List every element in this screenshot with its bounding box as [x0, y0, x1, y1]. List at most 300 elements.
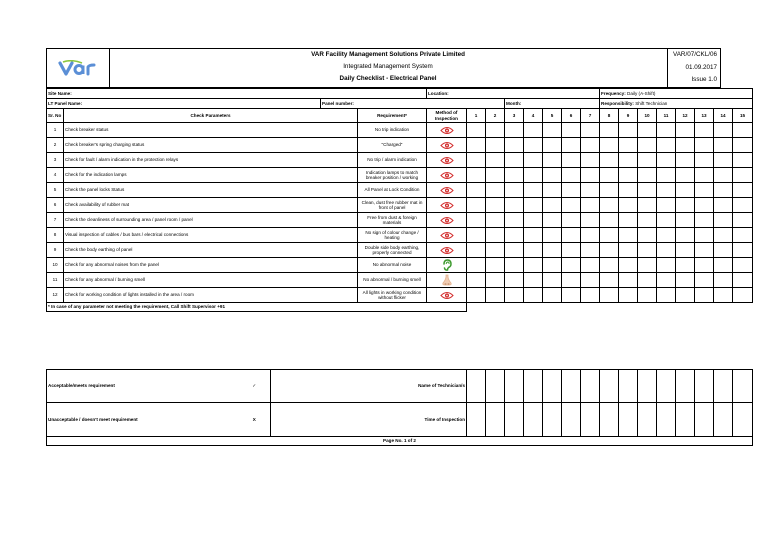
day-check-cell[interactable]	[695, 123, 714, 138]
day-check-cell[interactable]	[714, 228, 733, 243]
day-check-cell[interactable]	[638, 138, 657, 153]
time-entry-cell[interactable]	[733, 403, 753, 437]
day-check-cell[interactable]	[657, 258, 676, 273]
day-check-cell[interactable]	[714, 183, 733, 198]
day-check-cell[interactable]	[600, 138, 619, 153]
day-check-cell[interactable]	[676, 258, 695, 273]
location-label: Location:	[428, 90, 449, 96]
row-number: 10	[47, 258, 64, 273]
eye-icon	[427, 288, 467, 303]
day-check-cell[interactable]	[467, 183, 486, 198]
day-check-cell[interactable]	[695, 258, 714, 273]
day-check-cell[interactable]	[619, 123, 638, 138]
day-header: 3	[505, 109, 524, 123]
checklist-row	[47, 198, 753, 213]
day-check-cell[interactable]	[657, 123, 676, 138]
footer-row	[47, 437, 753, 446]
checklist-rows	[47, 123, 753, 303]
day-check-cell[interactable]	[486, 123, 505, 138]
sr-no-header: Sr. No	[47, 109, 64, 123]
technician-entry-cell[interactable]	[619, 370, 638, 403]
day-check-cell[interactable]	[695, 288, 714, 303]
logo-cell	[47, 49, 110, 87]
day-check-cell[interactable]	[714, 198, 733, 213]
day-check-cell[interactable]	[733, 288, 753, 303]
day-check-cell[interactable]	[619, 243, 638, 258]
day-check-cell[interactable]	[505, 138, 524, 153]
day-check-cell[interactable]	[524, 228, 543, 243]
day-check-cell[interactable]	[543, 288, 562, 303]
lt-panel-label: LT Panel Name:	[48, 100, 83, 106]
day-header: 8	[600, 109, 619, 123]
day-check-cell[interactable]	[543, 273, 562, 288]
row-number: 2	[47, 138, 64, 153]
responsibility-field	[600, 99, 753, 109]
day-check-cell[interactable]	[581, 213, 600, 228]
technician-label: Name of Technician/s	[271, 370, 467, 403]
day-check-cell[interactable]	[600, 258, 619, 273]
month-field[interactable]	[505, 99, 600, 109]
day-check-cell[interactable]	[562, 228, 581, 243]
day-check-cell[interactable]	[524, 273, 543, 288]
day-check-cell[interactable]	[733, 273, 753, 288]
checklist-row	[47, 123, 753, 138]
day-check-cell[interactable]	[733, 138, 753, 153]
day-check-cell[interactable]	[676, 288, 695, 303]
day-check-cell[interactable]	[600, 273, 619, 288]
day-check-cell[interactable]	[676, 123, 695, 138]
day-check-cell[interactable]	[467, 258, 486, 273]
day-check-cell[interactable]	[638, 183, 657, 198]
day-check-cell[interactable]	[581, 138, 600, 153]
day-check-cell[interactable]	[524, 198, 543, 213]
day-check-cell[interactable]	[543, 258, 562, 273]
time-entry-cell[interactable]	[657, 403, 676, 437]
day-check-cell[interactable]	[467, 273, 486, 288]
day-check-cell[interactable]	[695, 213, 714, 228]
day-check-cell[interactable]	[467, 123, 486, 138]
day-check-cell[interactable]	[486, 213, 505, 228]
day-check-cell[interactable]	[486, 228, 505, 243]
eye-icon	[427, 153, 467, 168]
day-check-cell[interactable]	[695, 183, 714, 198]
day-check-cell[interactable]	[657, 153, 676, 168]
day-check-cell[interactable]	[714, 213, 733, 228]
day-check-cell[interactable]	[581, 228, 600, 243]
responsibility-label: Responsibility:	[601, 100, 634, 106]
day-check-cell[interactable]	[600, 183, 619, 198]
site-name-label: Site Name:	[48, 90, 72, 96]
row-number: 12	[47, 288, 64, 303]
day-header: 9	[619, 109, 638, 123]
unacceptable-label: Unacceptable / doesn't meet requirement	[47, 403, 239, 437]
day-check-cell[interactable]	[486, 258, 505, 273]
system-name: Integrated Management System	[343, 63, 433, 71]
day-check-cell[interactable]	[733, 168, 753, 183]
day-check-cell[interactable]	[505, 153, 524, 168]
row-number: 9	[47, 243, 64, 258]
day-check-cell[interactable]	[638, 258, 657, 273]
document-header	[46, 48, 721, 88]
time-entry-cell[interactable]	[524, 403, 543, 437]
day-check-cell[interactable]	[676, 228, 695, 243]
day-check-cell[interactable]	[486, 243, 505, 258]
day-check-cell[interactable]	[467, 198, 486, 213]
day-check-cell[interactable]	[600, 168, 619, 183]
technician-entry-cell[interactable]	[657, 370, 676, 403]
requirement: No abnormal noise	[358, 258, 427, 273]
day-check-cell[interactable]	[619, 138, 638, 153]
row-number: 3	[47, 153, 64, 168]
requirement: Clean, dust free rubber mat in front of panel	[358, 198, 427, 213]
day-check-cell[interactable]	[467, 243, 486, 258]
day-check-cell[interactable]	[562, 138, 581, 153]
day-check-cell[interactable]	[714, 288, 733, 303]
day-header: 6	[562, 109, 581, 123]
technician-entry-cell[interactable]	[505, 370, 524, 403]
time-entry-cell[interactable]	[600, 403, 619, 437]
day-check-cell[interactable]	[619, 198, 638, 213]
day-check-cell[interactable]	[486, 288, 505, 303]
day-check-cell[interactable]	[524, 288, 543, 303]
day-check-cell[interactable]	[505, 123, 524, 138]
parameters-header: Check Parameters	[64, 109, 358, 123]
time-entry-cell[interactable]	[619, 403, 638, 437]
day-check-cell[interactable]	[714, 258, 733, 273]
day-check-cell[interactable]	[543, 168, 562, 183]
checklist-row	[47, 228, 753, 243]
row-number: 4	[47, 168, 64, 183]
technician-entry-cell[interactable]	[524, 370, 543, 403]
day-header: 13	[695, 109, 714, 123]
day-check-cell[interactable]	[638, 153, 657, 168]
day-check-cell[interactable]	[714, 243, 733, 258]
check-parameter: Visual inspection of cables / bus bars / electrical connections	[64, 228, 358, 243]
day-check-cell[interactable]	[486, 153, 505, 168]
technician-entry-cell[interactable]	[486, 370, 505, 403]
time-entry-cell[interactable]	[676, 403, 695, 437]
day-check-cell[interactable]	[619, 153, 638, 168]
day-check-cell[interactable]	[486, 198, 505, 213]
check-parameter: Check for any abnormal noises from the panel	[64, 258, 358, 273]
day-check-cell[interactable]	[524, 243, 543, 258]
day-check-cell[interactable]	[638, 168, 657, 183]
day-check-cell[interactable]	[543, 138, 562, 153]
day-check-cell[interactable]	[695, 273, 714, 288]
day-check-cell[interactable]	[467, 228, 486, 243]
check-parameter: Check the panel locks Status	[64, 183, 358, 198]
site-row	[47, 89, 753, 99]
day-check-cell[interactable]	[695, 138, 714, 153]
day-check-cell[interactable]	[695, 243, 714, 258]
checklist-row	[47, 138, 753, 153]
day-header: 12	[676, 109, 695, 123]
day-check-cell[interactable]	[581, 168, 600, 183]
day-check-cell[interactable]	[524, 213, 543, 228]
row-number: 11	[47, 273, 64, 288]
time-entry-cell[interactable]	[467, 403, 486, 437]
day-check-cell[interactable]	[486, 273, 505, 288]
day-check-cell[interactable]	[638, 273, 657, 288]
day-check-cell[interactable]	[524, 258, 543, 273]
day-check-cell[interactable]	[581, 258, 600, 273]
requirement: No sign of colour change / heating	[358, 228, 427, 243]
day-header: 7	[581, 109, 600, 123]
time-entry-cell[interactable]	[581, 403, 600, 437]
row-number: 7	[47, 213, 64, 228]
row-number: 1	[47, 123, 64, 138]
time-entry-cell[interactable]	[486, 403, 505, 437]
day-check-cell[interactable]	[562, 243, 581, 258]
day-check-cell[interactable]	[733, 243, 753, 258]
day-check-cell[interactable]	[676, 243, 695, 258]
day-check-cell[interactable]	[714, 273, 733, 288]
day-check-cell[interactable]	[619, 273, 638, 288]
day-check-cell[interactable]	[638, 198, 657, 213]
day-check-cell[interactable]	[524, 153, 543, 168]
day-check-cell[interactable]	[543, 198, 562, 213]
check-parameter: Check for any abnormal / burning smell	[64, 273, 358, 288]
technician-entry-cell[interactable]	[467, 370, 486, 403]
day-check-cell[interactable]	[505, 213, 524, 228]
note-spacer	[467, 303, 753, 312]
day-check-cell[interactable]	[505, 228, 524, 243]
day-check-cell[interactable]	[486, 168, 505, 183]
check-parameter: Check breaker status	[64, 123, 358, 138]
day-check-cell[interactable]	[733, 153, 753, 168]
eye-icon	[427, 123, 467, 138]
check-parameter: Check the cleanliness of surrounding area / panel room / panel	[64, 213, 358, 228]
day-header: 10	[638, 109, 657, 123]
day-check-cell[interactable]	[467, 138, 486, 153]
day-check-cell[interactable]	[638, 228, 657, 243]
day-check-cell[interactable]	[638, 243, 657, 258]
day-check-cell[interactable]	[638, 213, 657, 228]
day-check-cell[interactable]	[600, 243, 619, 258]
day-check-cell[interactable]	[657, 243, 676, 258]
day-check-cell[interactable]	[657, 198, 676, 213]
technician-entry-cell[interactable]	[733, 370, 753, 403]
day-check-cell[interactable]	[467, 153, 486, 168]
day-check-cell[interactable]	[505, 273, 524, 288]
eye-icon	[427, 168, 467, 183]
technician-entry-cell[interactable]	[695, 370, 714, 403]
day-check-cell[interactable]	[619, 213, 638, 228]
title-cell	[109, 49, 668, 87]
day-check-cell[interactable]	[486, 138, 505, 153]
day-check-cell[interactable]	[467, 213, 486, 228]
day-check-cell[interactable]	[486, 183, 505, 198]
day-check-cell[interactable]	[562, 123, 581, 138]
technician-entry-cell[interactable]	[543, 370, 562, 403]
requirement-header: Requirement*	[358, 109, 427, 123]
day-check-cell[interactable]	[543, 213, 562, 228]
technician-entry-cell[interactable]	[600, 370, 619, 403]
day-check-cell[interactable]	[638, 123, 657, 138]
checklist-row	[47, 213, 753, 228]
row-number: 5	[47, 183, 64, 198]
day-check-cell[interactable]	[600, 153, 619, 168]
time-entry-cell[interactable]	[695, 403, 714, 437]
day-check-cell[interactable]	[562, 273, 581, 288]
eye-icon	[427, 138, 467, 153]
day-check-cell[interactable]	[505, 198, 524, 213]
day-check-cell[interactable]	[524, 123, 543, 138]
day-check-cell[interactable]	[619, 228, 638, 243]
day-check-cell[interactable]	[695, 228, 714, 243]
day-check-cell[interactable]	[638, 288, 657, 303]
day-check-cell[interactable]	[562, 198, 581, 213]
day-check-cell[interactable]	[733, 183, 753, 198]
day-header: 14	[714, 109, 733, 123]
requirement: All lights in working condition without flicker	[358, 288, 427, 303]
day-check-cell[interactable]	[600, 213, 619, 228]
day-check-cell[interactable]	[676, 198, 695, 213]
panel-number-field[interactable]	[321, 99, 505, 109]
day-check-cell[interactable]	[467, 288, 486, 303]
check-parameter: Check for the indication lamps	[64, 168, 358, 183]
day-check-cell[interactable]	[562, 258, 581, 273]
day-check-cell[interactable]	[676, 213, 695, 228]
eye-icon	[427, 183, 467, 198]
day-check-cell[interactable]	[619, 183, 638, 198]
day-header: 2	[486, 109, 505, 123]
checklist-table	[46, 88, 753, 312]
time-entry-cell[interactable]	[638, 403, 657, 437]
technician-entry-cell[interactable]	[714, 370, 733, 403]
day-check-cell[interactable]	[676, 153, 695, 168]
frequency-label: Frequency:	[601, 90, 626, 96]
day-check-cell[interactable]	[657, 228, 676, 243]
day-check-cell[interactable]	[505, 183, 524, 198]
day-check-cell[interactable]	[676, 183, 695, 198]
day-check-cell[interactable]	[676, 273, 695, 288]
day-check-cell[interactable]	[695, 198, 714, 213]
day-check-cell[interactable]	[695, 153, 714, 168]
requirement: Double side body earthing, properly connected	[358, 243, 427, 258]
day-check-cell[interactable]	[562, 183, 581, 198]
document-code: VAR/07/CKL/06	[673, 51, 717, 58]
day-check-cell[interactable]	[733, 198, 753, 213]
day-check-cell[interactable]	[733, 228, 753, 243]
day-check-cell[interactable]	[600, 198, 619, 213]
supervisor-note: * In case of any parameter not meeting the requirement, Call Shift Supervisor +91	[47, 303, 467, 312]
location-field[interactable]	[427, 89, 600, 99]
time-entry-cell[interactable]	[562, 403, 581, 437]
day-check-cell[interactable]	[676, 168, 695, 183]
time-entry-cell[interactable]	[505, 403, 524, 437]
lt-panel-field[interactable]	[47, 99, 321, 109]
column-header-row	[47, 109, 753, 123]
requirement: Free from dust & foreign materials	[358, 213, 427, 228]
ear-icon	[427, 258, 467, 273]
note-row	[47, 303, 753, 312]
day-check-cell[interactable]	[714, 153, 733, 168]
day-check-cell[interactable]	[562, 288, 581, 303]
day-check-cell[interactable]	[562, 213, 581, 228]
day-check-cell[interactable]	[562, 153, 581, 168]
day-header: 5	[543, 109, 562, 123]
day-check-cell[interactable]	[733, 258, 753, 273]
technician-entry-cell[interactable]	[562, 370, 581, 403]
day-check-cell[interactable]	[581, 243, 600, 258]
frequency-field	[600, 89, 753, 99]
day-check-cell[interactable]	[543, 153, 562, 168]
day-check-cell[interactable]	[714, 168, 733, 183]
page-number: Page No. 1 of 2	[47, 437, 753, 446]
technician-entry-cell[interactable]	[581, 370, 600, 403]
check-parameter: Check availability of rubber mat	[64, 198, 358, 213]
day-check-cell[interactable]	[695, 168, 714, 183]
day-check-cell[interactable]	[524, 183, 543, 198]
day-check-cell[interactable]	[524, 168, 543, 183]
checklist-row	[47, 273, 753, 288]
requirement: No trip / alarm indication	[358, 153, 427, 168]
day-check-cell[interactable]	[733, 123, 753, 138]
check-parameter: Check for working condition of lights installed in the area / room	[64, 288, 358, 303]
eye-icon	[427, 228, 467, 243]
day-check-cell[interactable]	[524, 138, 543, 153]
day-check-cell[interactable]	[657, 183, 676, 198]
company-name: VAR Facility Management Solutions Private Limited	[311, 51, 465, 58]
row-number: 6	[47, 198, 64, 213]
day-check-cell[interactable]	[543, 183, 562, 198]
day-check-cell[interactable]	[543, 228, 562, 243]
time-entry-cell[interactable]	[543, 403, 562, 437]
day-check-cell[interactable]	[505, 258, 524, 273]
day-check-cell[interactable]	[581, 123, 600, 138]
acceptable-mark: ✓	[239, 370, 271, 403]
site-name-field[interactable]	[47, 89, 427, 99]
day-check-cell[interactable]	[505, 168, 524, 183]
var-logo	[58, 60, 98, 76]
day-check-cell[interactable]	[619, 258, 638, 273]
panel-number-label: Panel number:	[322, 100, 354, 106]
day-check-cell[interactable]	[600, 123, 619, 138]
day-check-cell[interactable]	[505, 243, 524, 258]
day-check-cell[interactable]	[657, 273, 676, 288]
day-check-cell[interactable]	[619, 168, 638, 183]
day-check-cell[interactable]	[657, 288, 676, 303]
nose-icon	[427, 273, 467, 288]
technician-entry-cell[interactable]	[638, 370, 657, 403]
day-check-cell[interactable]	[543, 243, 562, 258]
day-check-cell[interactable]	[562, 168, 581, 183]
day-check-cell[interactable]	[543, 123, 562, 138]
technician-entry-cell[interactable]	[676, 370, 695, 403]
day-check-cell[interactable]	[581, 273, 600, 288]
day-check-cell[interactable]	[657, 138, 676, 153]
day-check-cell[interactable]	[581, 288, 600, 303]
day-check-cell[interactable]	[467, 168, 486, 183]
day-check-cell[interactable]	[733, 213, 753, 228]
day-check-cell[interactable]	[657, 213, 676, 228]
day-check-cell[interactable]	[657, 168, 676, 183]
day-check-cell[interactable]	[581, 183, 600, 198]
day-check-cell[interactable]	[581, 153, 600, 168]
day-check-cell[interactable]	[676, 138, 695, 153]
eye-icon	[427, 213, 467, 228]
day-check-cell[interactable]	[714, 138, 733, 153]
day-check-cell[interactable]	[714, 123, 733, 138]
time-entry-cell[interactable]	[714, 403, 733, 437]
day-check-cell[interactable]	[505, 288, 524, 303]
day-check-cell[interactable]	[619, 288, 638, 303]
day-check-cell[interactable]	[600, 228, 619, 243]
day-check-cell[interactable]	[600, 288, 619, 303]
day-check-cell[interactable]	[581, 198, 600, 213]
row-number: 8	[47, 228, 64, 243]
